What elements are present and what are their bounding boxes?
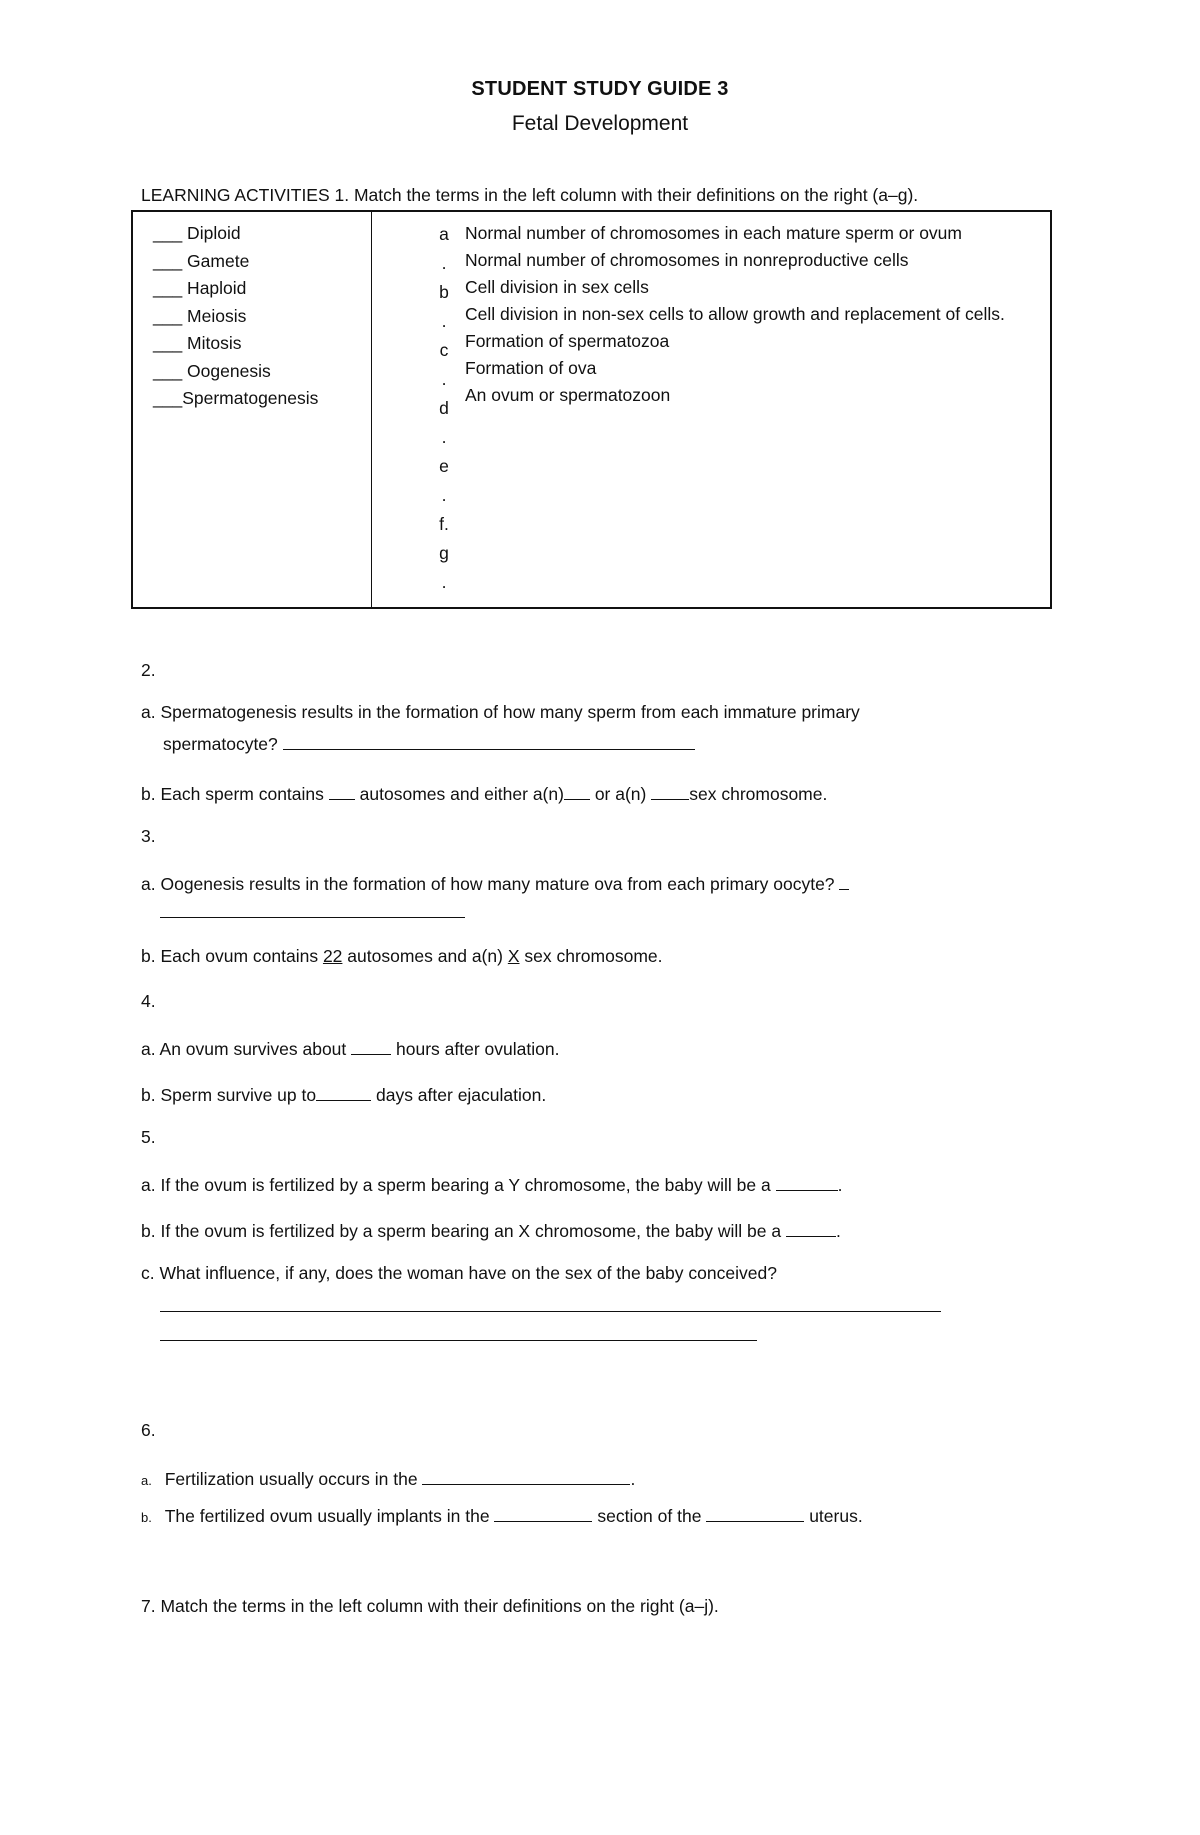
q3b-label: b. (141, 946, 156, 966)
q2b-autosomes-blank[interactable] (329, 781, 355, 800)
q2a-question (141, 702, 860, 723)
q2a-text-2: spermatocyte? (163, 734, 278, 754)
term-item: ___ Oogenesis (153, 360, 271, 381)
q6-number: 6. (141, 1420, 156, 1440)
q2a-continued (163, 731, 695, 755)
q2a-label: a. (141, 702, 156, 722)
q3b-answer-x: X (507, 946, 520, 966)
q5a-question: a. If the ovum is fertilized by a sperm bearing a Y chromosome, the baby will be a . (141, 1172, 842, 1196)
q6a-answer-blank[interactable] (422, 1466, 630, 1485)
q6b-text-3: uterus. (809, 1506, 863, 1526)
letter-item: . (441, 427, 447, 447)
q5c-answer-line-2[interactable] (160, 1340, 757, 1341)
q6a-text: Fertilization usually occurs in the (164, 1469, 418, 1489)
letters-column (429, 220, 459, 597)
letter-item: a (439, 224, 449, 244)
q3a-answer-blank-start[interactable] (839, 871, 849, 890)
q6b-uterus-blank[interactable] (706, 1503, 804, 1522)
q5b-answer-blank[interactable] (786, 1218, 836, 1237)
q3a-text: Oogenesis results in the formation of how many mature ova from each primary oocyte? (160, 874, 835, 894)
q6a-label: a. (141, 1473, 152, 1488)
definition-item: Formation of spermatozoa (465, 331, 670, 351)
page-title: STUDENT STUDY GUIDE 3 (471, 78, 729, 100)
q5-number: 5. (141, 1127, 156, 1147)
letter-item: . (441, 253, 447, 273)
q2b-sex-chromosome-blank-1[interactable] (564, 781, 590, 800)
table-divider (371, 212, 372, 607)
definition-item: Cell division in non-sex cells to allow growth and replacement of cells. (465, 304, 1005, 324)
definition-item: An ovum or spermatozoon (465, 385, 671, 405)
q3b-answer-22: 22 (322, 946, 343, 966)
q3b-text-2: autosomes and a(n) (347, 946, 503, 966)
q5b-label: b. (141, 1221, 156, 1241)
q3-number: 3. (141, 826, 156, 846)
q6b-label: b. (141, 1510, 152, 1525)
letter-item: f. (439, 514, 449, 534)
q5a-answer-blank[interactable] (776, 1172, 838, 1191)
q6b-text-2: section of the (597, 1506, 702, 1526)
q3a-question (141, 871, 849, 895)
definition-item: Cell division in sex cells (465, 277, 649, 297)
letter-item: b (439, 282, 449, 302)
q1-instruction: LEARNING ACTIVITIES 1. Match the terms in the left column with their definitions on the right (a–g). (141, 185, 919, 205)
q4b-label: b. (141, 1085, 156, 1105)
definition-item: Normal number of chromosomes in nonreproductive cells (465, 250, 909, 270)
q5c-question (141, 1263, 777, 1284)
term-item: ___ Mitosis (153, 333, 242, 353)
q2b-sex-chromosome-blank-2[interactable] (651, 781, 689, 800)
term-item: ___ Haploid (153, 278, 247, 298)
q3b-text-3: sex chromosome. (524, 946, 663, 966)
q3b-text-1: Each ovum contains (160, 946, 319, 966)
q2b-label: b. (141, 784, 156, 804)
letter-item: . (441, 369, 447, 389)
definition-item: Normal number of chromosomes in each mature sperm or ovum (465, 223, 962, 243)
q4b-question (141, 1082, 546, 1106)
letter-item: c (439, 340, 449, 360)
q5b-question: b. If the ovum is fertilized by a sperm bearing an X chromosome, the baby will be a . (141, 1218, 841, 1242)
q2b-text-2: autosomes and either a(n) (359, 784, 564, 804)
q5c-text: What influence, if any, does the woman have on the sex of the baby conceived? (159, 1263, 777, 1283)
q3b-question (141, 946, 663, 967)
q6b-question (141, 1503, 863, 1527)
q2b-text-4: sex chromosome. (689, 784, 828, 804)
definitions-column (465, 220, 1045, 409)
q5a-label: a. (141, 1175, 156, 1195)
q5a-text: If the ovum is fertilized by a sperm bearing a Y chromosome, the baby will be a (160, 1175, 771, 1195)
q2b-question (141, 781, 827, 805)
q6a-question: a. Fertilization usually occurs in the . (141, 1466, 635, 1490)
q4a-label: a. (141, 1039, 156, 1059)
letter-item: . (441, 311, 447, 331)
q6b-section-blank[interactable] (494, 1503, 592, 1522)
q2a-answer-blank[interactable] (283, 731, 695, 750)
q5c-label: c. (141, 1263, 155, 1283)
q6b-text-1: The fertilized ovum usually implants in the (164, 1506, 490, 1526)
letter-item: . (441, 572, 447, 592)
page-subtitle: Fetal Development (511, 112, 689, 135)
definition-item: Formation of ova (465, 358, 597, 378)
q3a-answer-line[interactable] (160, 917, 465, 918)
q2b-text-1: Each sperm contains (160, 784, 324, 804)
terms-column (153, 220, 318, 413)
q4a-text-1: An ovum survives about (159, 1039, 347, 1059)
letter-item: e (439, 456, 449, 476)
letter-item: d (439, 398, 449, 418)
q7-instruction: 7. Match the terms in the left column with their definitions on the right (a–j). (141, 1596, 719, 1616)
letter-item: g (439, 543, 449, 563)
q4b-text-1: Sperm survive up to (160, 1085, 317, 1105)
q4b-days-blank[interactable] (316, 1082, 371, 1101)
q4a-text-2: hours after ovulation. (396, 1039, 560, 1059)
term-item: ___ Meiosis (153, 305, 247, 326)
term-item: ___ Diploid (153, 223, 241, 243)
q2-number: 2. (141, 660, 156, 680)
q3a-label: a. (141, 874, 156, 894)
q2b-text-3: or a(n) (594, 784, 647, 804)
q4a-question (141, 1036, 559, 1060)
q4a-hours-blank[interactable] (351, 1036, 391, 1055)
q4b-text-2: days after ejaculation. (375, 1085, 547, 1105)
q5b-text: If the ovum is fertilized by a sperm bearing an X chromosome, the baby will be a (160, 1221, 782, 1241)
term-item: ___ Gamete (153, 250, 250, 271)
term-item: ___Spermatogenesis (153, 388, 319, 408)
q5c-answer-line-1[interactable] (160, 1311, 941, 1312)
matching-table (131, 210, 1052, 609)
q4-number: 4. (141, 991, 156, 1011)
q2a-text: Spermatogenesis results in the formation of how many sperm from each immature primary (160, 702, 860, 722)
letter-item: . (441, 485, 447, 505)
